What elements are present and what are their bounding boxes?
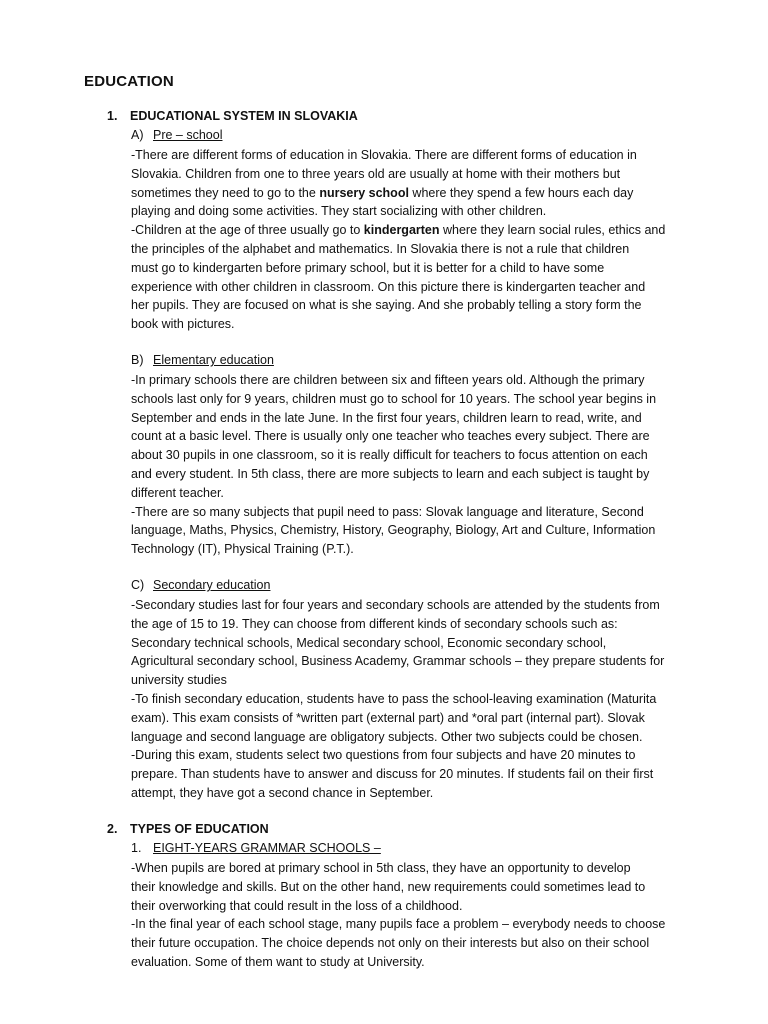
text-line: Agricultural secondary school, Business Academy, Grammar schools – they prepare students for (131, 654, 665, 669)
text-line: Technology (IT), Physical Training (P.T.). (131, 542, 354, 557)
text-line: playing and doing some activities. They start socializing with other children. (131, 204, 547, 219)
text-line: schools last only for 9 years, children must go to school for 10 years. The school year begins in (131, 391, 657, 406)
subsection-marker: 1. (131, 841, 142, 855)
section-number: 1. (107, 109, 118, 123)
section-1-heading (107, 109, 358, 123)
section-number: 2. (107, 822, 118, 836)
text-line: their overworking that could result in the loss of a childhood. (131, 898, 463, 913)
subsection-1-heading (131, 841, 381, 855)
text-line: attempt, they have got a second chance in September. (131, 785, 434, 800)
text-line: and every student. In 5th class, there are more subjects to learn and each subject is taught by (131, 466, 650, 481)
subsection-c-heading (131, 578, 270, 592)
text-line: language, Maths, Physics, Chemistry, History, Geography, Biology, Art and Culture, Information (131, 523, 656, 538)
paragraph-eight-year-grammar (131, 859, 691, 972)
paragraph-pre-school (131, 146, 691, 334)
text-line: university studies (131, 673, 227, 688)
subsection-marker: C) (131, 578, 145, 592)
section-2-heading (107, 822, 269, 836)
subsection-label: Secondary education (153, 578, 271, 592)
text-line: prepare. Than students have to answer and discuss for 20 minutes. If students fail on their first (131, 767, 654, 782)
text-line: Slovakia. Children from one to three years old are usually at home with their mothers but (131, 166, 621, 181)
section-title: EDUCATIONAL SYSTEM IN SLOVAKIA (130, 109, 358, 123)
text-line: -When pupils are bored at primary school in 5th class, they have an opportunity to develop (131, 861, 631, 875)
subsection-label: Pre – school (153, 128, 223, 142)
text-line: the age of 15 to 19. They can choose from different kinds of secondary schools such as: (131, 616, 618, 631)
text-line: -To finish secondary education, students have to pass the school-leaving examination (Maturita (131, 691, 657, 706)
text-line: -In primary schools there are children between six and fifteen years old. Although the primary (131, 373, 645, 387)
subsection-a-heading (131, 128, 222, 142)
text-line: experience with other children in classroom. On this picture there is kindergarten teacher and (131, 279, 646, 294)
subsection-marker: A) (131, 128, 144, 142)
paragraph-secondary-education (131, 596, 691, 803)
text-line: -During this exam, students select two questions from four subjects and have 20 minutes to (131, 748, 636, 763)
text-line: her pupils. They are focused on what is she saying. And she probably telling a story form the (131, 298, 642, 313)
text-line: the principles of the alphabet and mathematics. In Slovakia there is not a rule that children (131, 241, 630, 256)
text-line: -Children at the age of three usually go to kindergarten where they learn social rules, ethics and (131, 223, 666, 238)
section-title: TYPES OF EDUCATION (130, 822, 269, 836)
text-line: Secondary technical schools, Medical secondary school, Economic secondary school, (131, 635, 607, 650)
text-line: about 30 pupils in one classroom, so it is really difficult for teachers to focus attention on each (131, 448, 648, 463)
text-line: September and ends in the late June. In the first four years, children learn to read, write, and (131, 410, 642, 425)
text-line: count at a basic level. There is usually only one teacher who teaches every subject. There are (131, 429, 650, 444)
text-line: -There are different forms of education in Slovakia. There are different forms of education in (131, 148, 637, 162)
paragraph-elementary-education (131, 371, 691, 559)
text-line: -There are so many subjects that pupil need to pass: Slovak language and literature, Second (131, 504, 644, 519)
bold-term: nursery school (319, 185, 409, 200)
subsection-marker: B) (131, 353, 144, 367)
document-title: EDUCATION (84, 73, 174, 90)
text-line: sometimes they need to go to the nursery school where they spend a few hours each day (131, 185, 634, 200)
text-line: different teacher. (131, 485, 224, 500)
text-line: their future occupation. The choice depends not only on their interests but also on their school (131, 936, 650, 951)
subsection-label: Elementary education (153, 353, 274, 367)
text-line: -In the final year of each school stage, many pupils face a problem – everybody needs to choose (131, 917, 666, 932)
text-line: evaluation. Some of them want to study at University. (131, 954, 425, 969)
text-line: -Secondary studies last for four years and secondary schools are attended by the students from (131, 598, 660, 612)
text-line: their knowledge and skills. But on the other hand, new requirements could sometimes lead to (131, 879, 646, 894)
text-line: must go to kindergarten before primary school, but it is better for a child to have some (131, 260, 605, 275)
text-line: language and second language are obligatory subjects. Other two subjects could be chosen. (131, 729, 643, 744)
text-line: book with pictures. (131, 317, 235, 332)
bold-term: kindergarten (363, 223, 440, 238)
subsection-label: EIGHT-YEARS GRAMMAR SCHOOLS – (153, 841, 381, 855)
text-line: exam). This exam consists of *written part (external part) and *oral part (internal part). Slovak (131, 710, 645, 725)
subsection-b-heading (131, 353, 274, 367)
